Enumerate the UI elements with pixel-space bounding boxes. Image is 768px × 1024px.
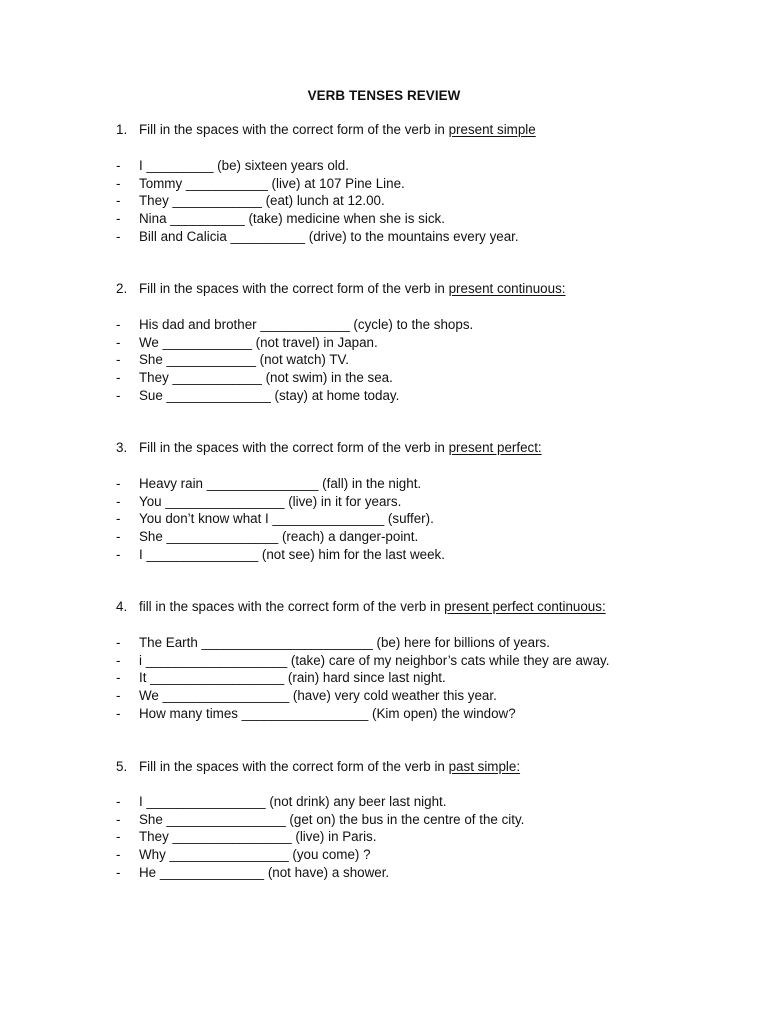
exercise-item <box>116 210 519 228</box>
instruction-text: fill in the spaces with the correct form of the verb in <box>139 599 445 614</box>
exercise-text: I _______________ (not see) him for the last week. <box>139 546 445 562</box>
exercise-text: How many times _________________ (Kim open) the window? <box>139 705 516 721</box>
exercise-text: The Earth _______________________ (be) here for billions of years. <box>139 635 550 650</box>
exercise-item <box>116 669 609 687</box>
exercise-item <box>116 811 524 829</box>
tense-name: past simple: <box>448 759 521 774</box>
dash-bullet: - <box>116 317 121 332</box>
exercise-item <box>116 510 445 528</box>
section-5-instruction <box>116 758 716 776</box>
instruction-text: Fill in the spaces with the correct form of the verb in <box>139 759 449 774</box>
section-number: 4. <box>116 599 128 614</box>
exercise-item <box>116 334 473 352</box>
dash-bullet: - <box>116 158 121 173</box>
exercise-text: Heavy rain _______________ (fall) in the night. <box>139 476 422 491</box>
exercise-item <box>116 828 524 846</box>
exercise-text: He ______________ (not have) a shower. <box>139 864 390 880</box>
section-number: 1. <box>116 122 128 137</box>
section-5-items <box>116 793 524 881</box>
dash-bullet: - <box>116 705 121 721</box>
dash-bullet: - <box>116 794 121 809</box>
dash-bullet: - <box>116 829 121 845</box>
exercise-text: Nina __________ (take) medicine when she is sick. <box>139 211 445 227</box>
exercise-item <box>116 228 519 246</box>
section-1-instruction <box>116 121 716 139</box>
dash-bullet: - <box>116 688 121 704</box>
tense-name: present continuous: <box>448 281 566 296</box>
exercise-text: Sue ______________ (stay) at home today. <box>139 387 400 403</box>
exercise-text: You ________________ (live) in it for years. <box>139 493 402 509</box>
section-number: 2. <box>116 281 128 296</box>
dash-bullet: - <box>116 864 121 880</box>
dash-bullet: - <box>116 370 121 386</box>
exercise-item <box>116 192 519 210</box>
tense-name: present perfect: <box>448 440 542 455</box>
page-title: VERB TENSES REVIEW <box>307 88 461 103</box>
exercise-text: You don’t know what I _______________ (suffer). <box>139 511 434 527</box>
instruction-text: Fill in the spaces with the correct form of the verb in <box>139 122 449 137</box>
dash-bullet: - <box>116 546 121 562</box>
exercise-item <box>116 705 609 723</box>
tense-name: present simple <box>448 122 536 137</box>
exercise-text: Bill and Calicia __________ (drive) to the mountains every year. <box>139 228 519 244</box>
dash-bullet: - <box>116 670 121 686</box>
exercise-item <box>116 316 473 334</box>
exercise-item <box>116 493 445 511</box>
exercise-text: Why ________________ (you come) ? <box>139 847 371 863</box>
exercise-item <box>116 387 473 405</box>
dash-bullet: - <box>116 193 121 209</box>
dash-bullet: - <box>116 511 121 527</box>
exercise-text: It __________________ (rain) hard since last night. <box>139 670 446 686</box>
section-number: 3. <box>116 440 128 455</box>
section-3-items <box>116 475 445 563</box>
exercise-item <box>116 793 524 811</box>
tense-name: present perfect continuous: <box>444 599 606 614</box>
dash-bullet: - <box>116 811 121 827</box>
exercise-text: She _______________ (reach) a danger-point. <box>139 529 419 545</box>
instruction-text: Fill in the spaces with the correct form of the verb in <box>139 281 449 296</box>
dash-bullet: - <box>116 652 121 668</box>
dash-bullet: - <box>116 175 121 191</box>
exercise-item <box>116 528 445 546</box>
section-4-instruction <box>116 598 716 616</box>
exercise-item <box>116 175 519 193</box>
exercise-text: They ____________ (not swim) in the sea. <box>139 370 393 386</box>
exercise-item <box>116 157 519 175</box>
exercise-text: She ________________ (get on) the bus in the centre of the city. <box>139 811 525 827</box>
dash-bullet: - <box>116 211 121 227</box>
instruction-text: Fill in the spaces with the correct form of the verb in <box>139 440 449 455</box>
exercise-text: They ________________ (live) in Paris. <box>139 829 377 845</box>
section-number: 5. <box>116 759 128 774</box>
exercise-text: Tommy ___________ (live) at 107 Pine Line. <box>139 175 405 191</box>
exercise-item <box>116 351 473 369</box>
exercise-item <box>116 634 609 652</box>
exercise-item <box>116 475 445 493</box>
dash-bullet: - <box>116 635 121 650</box>
exercise-text: i ___________________ (take) care of my neighbor’s cats while they are away. <box>139 652 610 668</box>
dash-bullet: - <box>116 847 121 863</box>
dash-bullet: - <box>116 228 121 244</box>
section-2-instruction <box>116 280 716 298</box>
exercise-item <box>116 369 473 387</box>
section-3-instruction <box>116 439 716 457</box>
dash-bullet: - <box>116 334 121 350</box>
exercise-text: They ____________ (eat) lunch at 12.00. <box>139 193 385 209</box>
section-1-items <box>116 157 519 245</box>
exercise-text: We _________________ (have) very cold weather this year. <box>139 688 497 704</box>
section-2-items <box>116 316 473 404</box>
exercise-item <box>116 864 524 882</box>
dash-bullet: - <box>116 529 121 545</box>
dash-bullet: - <box>116 476 121 491</box>
section-4-items <box>116 634 609 722</box>
exercise-item <box>116 546 445 564</box>
exercise-item <box>116 687 609 705</box>
exercise-item <box>116 652 609 670</box>
exercise-item <box>116 846 524 864</box>
exercise-text: I _________ (be) sixteen years old. <box>139 158 349 173</box>
dash-bullet: - <box>116 352 121 368</box>
exercise-text: We ____________ (not travel) in Japan. <box>139 334 378 350</box>
exercise-text: His dad and brother ____________ (cycle) to the shops. <box>139 317 474 332</box>
exercise-text: She ____________ (not watch) TV. <box>139 352 349 368</box>
dash-bullet: - <box>116 493 121 509</box>
dash-bullet: - <box>116 387 121 403</box>
exercise-text: I ________________ (not drink) any beer last night. <box>139 794 447 809</box>
